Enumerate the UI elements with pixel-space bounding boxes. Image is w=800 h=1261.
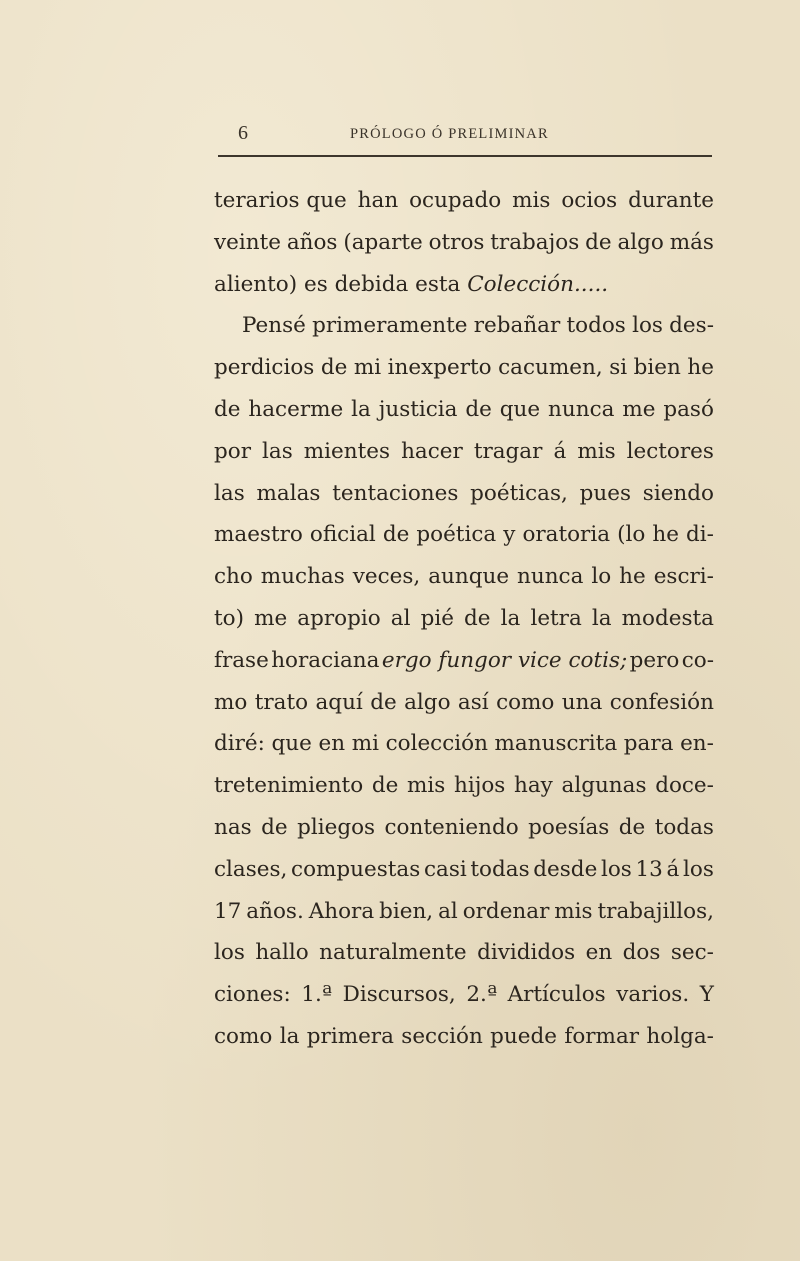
page-number: 6 [238,122,248,144]
page-header [218,122,712,146]
text-line: tretenimiento de mis hijos hay algunas doce- [214,773,714,799]
text-line: to) me apropio al pié de la letra la modesta [214,605,714,631]
latin-quote: ergo fungor vice cotis; [381,647,628,673]
text-line: frase horaciana ergo fungor vice cotis; pero co- [214,640,714,682]
text-line: veinte años (aparte otros trabajos de algo más [214,229,714,255]
text-line: ciones: 1.ª Discursos, 2.ª Artículos varios. Y [214,982,714,1008]
text-line: terarios que han ocupado mis ocios durante [214,188,714,213]
text-line: cho muchas veces, aunque nunca lo he escri- [214,564,714,590]
text-line: de hacerme la justicia de que nunca me pasó [214,396,714,422]
text-line: Pensé primeramente rebañar todos los des- [242,313,714,339]
text-line: nas de pliegos conteniendo poesías de todas [214,814,714,840]
text-line: como la primera sección puede formar holga- [214,1023,714,1049]
text-line: clases, compuestas casi todas desde los 13 á los [214,856,714,882]
text-line: 17 años. Ahora bien, al ordenar mis trabajillos, [214,898,714,924]
text-line: maestro oficial de poética y oratoria (lo he di- [214,522,714,548]
body-text [214,180,714,1058]
text-line: mo trato aquí de algo así como una confesión [214,689,714,715]
running-title: PRÓLOGO Ó PRELIMINAR [350,126,549,142]
italic-title: Colección..... [467,271,609,297]
text-line: diré: que en mi colección manuscrita para en- [214,731,714,757]
text-line: por las mientes hacer tragar á mis lectores [214,438,714,464]
text-line: los hallo naturalmente divididos en dos sec- [214,940,714,966]
text-line: las malas tentaciones poéticas, pues siendo [214,480,714,506]
text-line: perdicios de mi inexperto cacumen, si bien he [214,355,714,381]
header-rule [218,155,712,157]
text-line: aliento) es debida esta Colección..... [214,264,714,306]
